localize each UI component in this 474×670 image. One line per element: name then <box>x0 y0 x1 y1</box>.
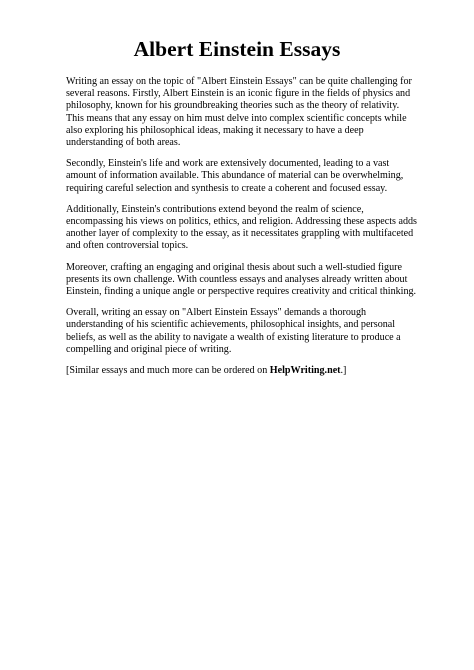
document-title: Albert Einstein Essays <box>133 37 341 61</box>
paragraph-5: Overall, writing an essay on "Albert Einstein Essays" demands a thorough understanding of his scientific achievements, philosophical insights, and personal beliefs, as well as the ability to navigate a wealth of existing literature to produce a compelling and original piece of writing. <box>66 307 401 355</box>
paragraph-4: Moreover, crafting an engaging and original thesis about such a well-studied figure presents its own challenge. With countless essays and analyses already written about Einstein, finding a unique angle or perspective requires creativity and critical thinking. <box>66 261 417 298</box>
footer-note <box>66 365 418 377</box>
footer-suffix: .] <box>340 365 347 377</box>
paragraph-2: Secondly, Einstein's life and work are extensively documented, leading to a vast amount of information available. This abundance of material can be overwhelming, requiring careful selection and synthesis to create a coherent and focused essay. <box>66 158 404 194</box>
paragraph-1: Writing an essay on the topic of "Albert Einstein Essays" can be quite challenging for several reasons. Firstly, Albert Einstein is an iconic figure in the fields of physics and philosophy, known for his groundbreaking theories such as the theory of relativity. This means that any essay on him must delve into complex scientific concepts while also exploring his philosophical ideas, making it necessary to have a deep understanding of both areas. <box>66 76 412 149</box>
document-body <box>66 76 418 386</box>
footer-site-link[interactable]: HelpWriting.net <box>269 365 341 377</box>
paragraph-3: Additionally, Einstein's contributions extend beyond the realm of science, encompassing his views on politics, ethics, and religion. Addressing these aspects adds another layer of complexity to the essay, as it necessitates grappling with multifaceted and often controversial topics. <box>66 203 417 252</box>
footer-prefix: [Similar essays and much more can be ordered on <box>66 365 270 377</box>
